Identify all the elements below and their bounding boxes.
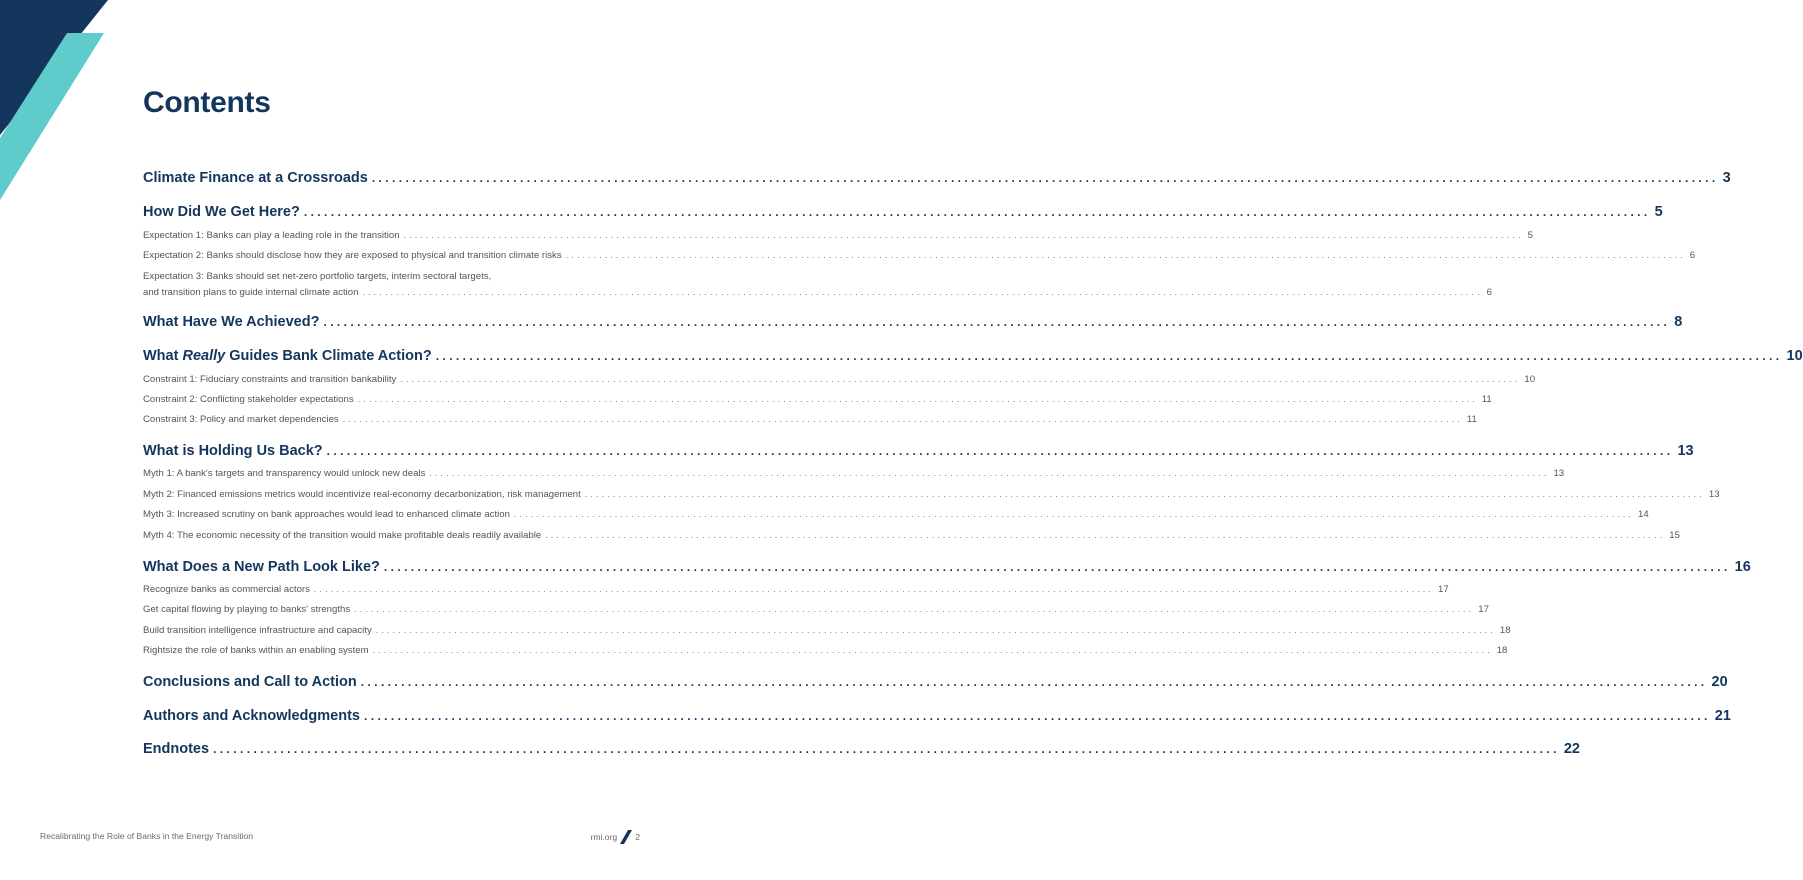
toc-leader: ........................................................................................................................................................................................................ <box>429 468 1550 478</box>
toc-section-climate-finance[interactable] <box>143 170 1731 186</box>
toc-section-what-have-we-achieved[interactable] <box>143 314 1683 330</box>
toc-leader: ........................................................................................................................................................................................................ <box>360 675 1708 689</box>
toc-leader: ........................................................................................................................................................................................................ <box>354 604 1475 614</box>
toc-entry-myth-3[interactable] <box>143 509 1649 520</box>
toc-page-number: 18 <box>1496 645 1508 656</box>
toc-entry-myth-2[interactable] <box>143 489 1720 500</box>
toc-label: What is Holding Us Back? <box>143 443 323 459</box>
toc-label: What Does a New Path Look Like? <box>143 559 380 575</box>
toc-page-number: 3 <box>1722 170 1731 186</box>
toc-label: How Did We Get Here? <box>143 204 300 220</box>
toc-entry-capital-flowing[interactable] <box>143 604 1489 615</box>
toc-leader: ........................................................................................................................................................................................................ <box>400 374 1521 384</box>
toc-label: Climate Finance at a Crossroads <box>143 170 368 186</box>
toc-label: Constraint 2: Conflicting stakeholder expectations <box>143 394 354 405</box>
toc-page-number: 5 <box>1654 204 1663 220</box>
toc-label: Endnotes <box>143 741 210 757</box>
toc-entry-constraint-3[interactable] <box>143 414 1477 425</box>
toc-label: Constraint 3: Policy and market dependencies <box>143 414 339 425</box>
toc-label: Recognize banks as commercial actors <box>143 584 310 595</box>
toc-label: Conclusions and Call to Action <box>143 674 357 690</box>
toc-page-number: 15 <box>1669 530 1680 541</box>
toc-entry-myth-4[interactable] <box>143 530 1680 541</box>
toc-label: What Have We Achieved? <box>143 314 320 330</box>
toc-section-what-really-guides[interactable] <box>143 348 1803 364</box>
toc-page-number: 13 <box>1677 443 1694 459</box>
toc-page-number: 14 <box>1638 509 1649 520</box>
toc-leader: ........................................................................................................................................................................................................ <box>323 315 1671 329</box>
toc-leader: ........................................................................................................................................................................................................ <box>372 645 1493 655</box>
toc-label: Authors and Acknowledgments <box>143 708 360 724</box>
slash-icon <box>620 830 632 844</box>
page-title: Contents <box>143 86 271 119</box>
toc-label: Expectation 2: Banks should disclose how they are exposed to physical and transition climate risks <box>143 250 562 261</box>
toc-entry-expectation-3[interactable] <box>143 287 1492 298</box>
footer-page-number: 2 <box>635 832 640 842</box>
toc-leader: ........................................................................................................................................................................................................ <box>326 444 1674 458</box>
toc-page-number: 13 <box>1553 468 1565 479</box>
corner-decoration <box>0 0 120 210</box>
toc-leader: ........................................................................................................................................................................................................ <box>313 584 1435 594</box>
toc-page-number: 21 <box>1714 708 1731 724</box>
footer-document-title: Recalibrating the Role of Banks in the Energy Transition <box>40 831 254 841</box>
toc-leader: ........................................................................................................................................................................................................ <box>403 230 1524 240</box>
toc-leader: ........................................................................................................................................................................................................ <box>303 205 1651 219</box>
toc-entry-constraint-2[interactable] <box>143 394 1492 405</box>
toc-entry-recognize-banks[interactable] <box>143 584 1449 595</box>
toc-label: Constraint 1: Fiduciary constraints and transition bankability <box>143 374 397 385</box>
toc-section-new-path[interactable] <box>143 559 1751 575</box>
toc-page-number: 8 <box>1674 314 1683 330</box>
toc-page-number: 16 <box>1734 559 1751 575</box>
toc-entry-transition-intelligence[interactable] <box>143 625 1511 636</box>
toc-leader: ........................................................................................................................................................................................................ <box>584 489 1705 499</box>
toc-entry-expectation-1[interactable] <box>143 230 1533 241</box>
toc-label: Myth 4: The economic necessity of the transition would make profitable deals readily available <box>143 530 542 541</box>
toc-label: Build transition intelligence infrastructure and capacity <box>143 625 372 636</box>
footer-site-link[interactable]: rmi.org <box>590 832 618 842</box>
toc-page-number: 17 <box>1478 604 1489 615</box>
toc-label: Myth 1: A bank's targets and transparency would unlock new deals <box>143 468 426 479</box>
footer-right <box>590 830 640 844</box>
toc-leader: ........................................................................................................................................................................................................ <box>363 709 1711 723</box>
toc-page-number: 10 <box>1786 348 1803 364</box>
toc-label: Rightsize the role of banks within an enabling system <box>143 645 369 656</box>
toc-section-endnotes[interactable] <box>143 741 1580 757</box>
toc-section-holding-us-back[interactable] <box>143 443 1694 459</box>
toc-label: Expectation 1: Banks can play a leading role in the transition <box>143 230 400 241</box>
toc-leader: ........................................................................................................................................................................................................ <box>371 171 1719 185</box>
toc-section-how-did-we-get-here[interactable] <box>143 204 1663 220</box>
toc-entry-expectation-3-line1[interactable]: Expectation 3: Banks should set net-zero portfolio targets, interim sectoral targets, <box>143 271 492 282</box>
toc-label: and transition plans to guide internal climate action <box>143 287 359 298</box>
toc-page-number: 13 <box>1708 489 1720 500</box>
toc-leader: ........................................................................................................................................................................................................ <box>383 560 1731 574</box>
toc-page-number: 20 <box>1711 674 1728 690</box>
toc-section-conclusions[interactable] <box>143 674 1728 690</box>
toc-label: Myth 3: Increased scrutiny on bank approaches would lead to enhanced climate action <box>143 509 510 520</box>
toc-label: What Really Guides Bank Climate Action? <box>143 348 432 364</box>
toc-entry-constraint-1[interactable] <box>143 374 1536 385</box>
toc-page-number: 6 <box>1486 287 1492 298</box>
toc-leader: ........................................................................................................................................................................................................ <box>362 287 1483 297</box>
toc-entry-rightsize-role[interactable] <box>143 645 1508 656</box>
toc-leader: ........................................................................................................................................................................................................ <box>342 414 1463 424</box>
toc-page-number: 11 <box>1481 394 1492 405</box>
toc-page-number: 5 <box>1527 230 1533 241</box>
toc-page-number: 11 <box>1466 414 1477 425</box>
toc-leader: ........................................................................................................................................................................................................ <box>565 250 1686 260</box>
toc-page-number: 10 <box>1524 374 1536 385</box>
toc-leader: ........................................................................................................................................................................................................ <box>357 394 1478 404</box>
toc-leader: ........................................................................................................................................................................................................ <box>545 530 1666 540</box>
toc-leader: ........................................................................................................................................................................................................ <box>513 509 1635 519</box>
toc-leader: ........................................................................................................................................................................................................ <box>213 742 1560 756</box>
toc-leader: ........................................................................................................................................................................................................ <box>375 625 1496 635</box>
toc-section-authors[interactable] <box>143 708 1731 724</box>
toc-leader: ........................................................................................................................................................................................................ <box>435 349 1783 363</box>
toc-label: Get capital flowing by playing to banks' strengths <box>143 604 351 615</box>
toc-page-number: 18 <box>1499 625 1511 636</box>
toc-page-number: 22 <box>1563 741 1580 757</box>
toc-label: Myth 2: Financed emissions metrics would incentivize real-economy decarbonization, risk management <box>143 489 581 500</box>
toc-page-number: 17 <box>1438 584 1449 595</box>
toc-entry-expectation-2[interactable] <box>143 250 1696 261</box>
toc-entry-myth-1[interactable] <box>143 468 1565 479</box>
toc-page-number: 6 <box>1689 250 1696 261</box>
